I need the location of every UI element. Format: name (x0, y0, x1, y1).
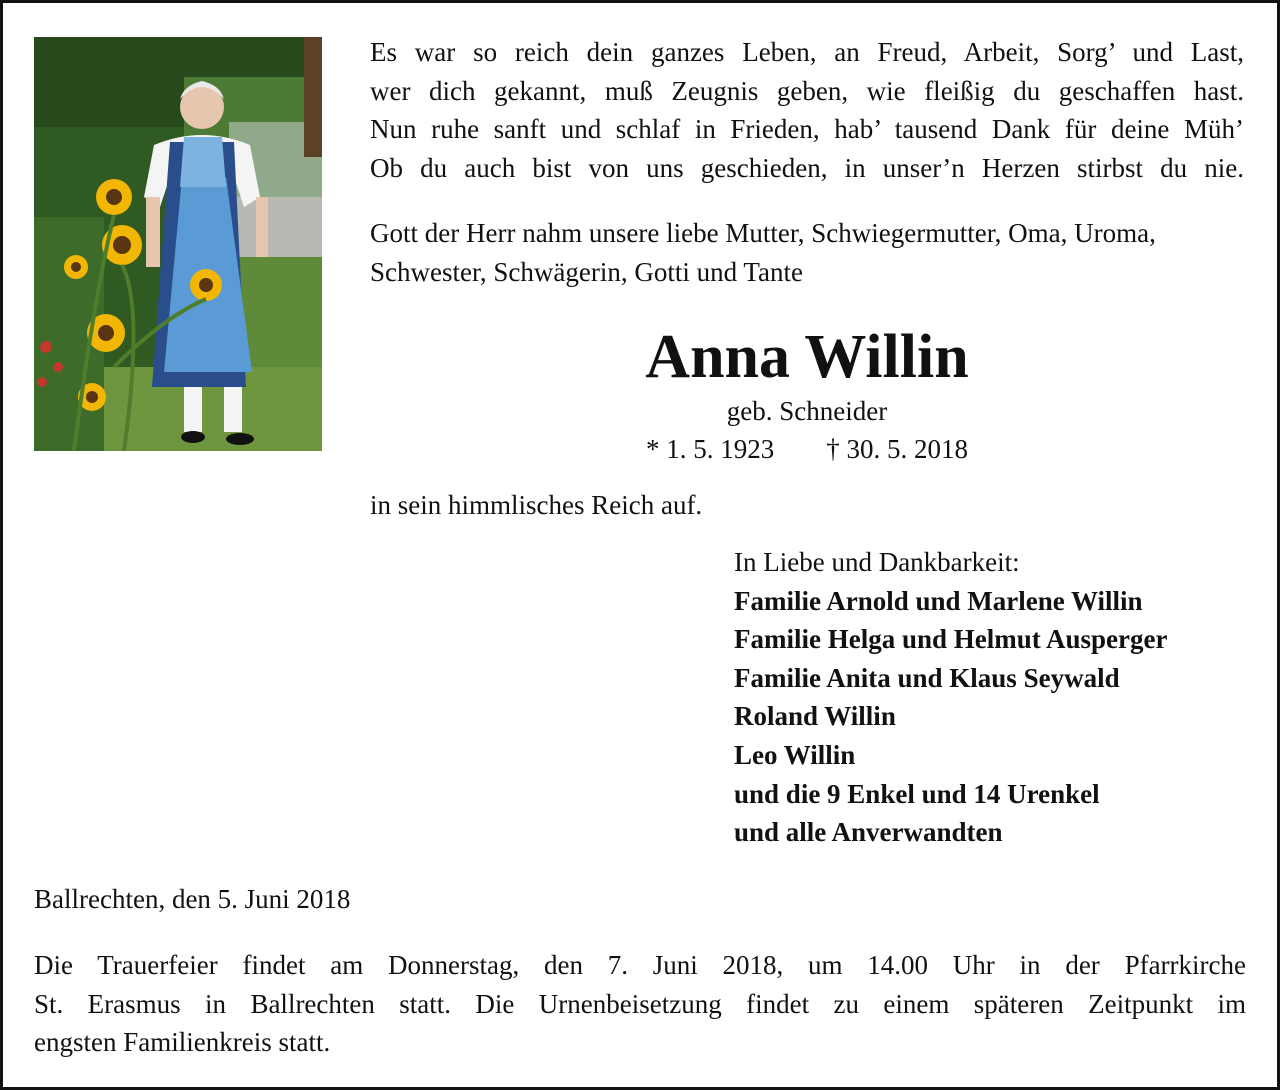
birth-date: * 1. 5. 1923 (646, 434, 775, 464)
funeral-service-info (34, 946, 1246, 1062)
service-line: engsten Familienkreis statt. (34, 1027, 331, 1057)
poem-line: Ob du auch bist von uns geschieden, in unser’n Herzen stirbst du nie. (370, 152, 1244, 183)
poem-line: Es war so reich dein ganzes Leben, an Freud, Arbeit, Sorg’ und Last, (370, 37, 1244, 67)
mourner-name: und die 9 Enkel und 14 Urenkel (734, 778, 1100, 809)
mourner-name: Familie Arnold und Marlene Willin (734, 585, 1143, 616)
life-dates (370, 430, 1244, 468)
service-line: St. Erasmus in Ballrechten statt. Die Urnenbeisetzung findet zu einem späteren Zeitpunkt im (34, 988, 1246, 1019)
mourners-lead: In Liebe und Dankbarkeit: (734, 547, 1020, 577)
announcement-outro: in sein himmlisches Reich auf. (370, 490, 703, 520)
poem-line: wer dich gekannt, muß Zeugnis geben, wie fleißig du geschaffen hast. (370, 75, 1244, 106)
poem-line: Nun ruhe sanft und schlaf in Frieden, hab’ tausend Dank für deine Müh’ (370, 114, 1244, 144)
place-and-date: Ballrechten, den 5. Juni 2018 (34, 884, 351, 914)
mourner-name: Familie Helga und Helmut Ausperger (734, 624, 1168, 655)
birth-name: geb. Schneider (726, 396, 888, 426)
mourner-name: Familie Anita und Klaus Seywald (734, 662, 1120, 693)
death-date: † 30. 5. 2018 (826, 434, 968, 464)
portrait-photo (34, 37, 322, 451)
announcement-intro (370, 214, 1244, 291)
mourner-name: Roland Willin (734, 701, 896, 732)
intro-line: Gott der Herr nahm unsere liebe Mutter, Schwiegermutter, Oma, Uroma, (370, 218, 1156, 248)
service-line: Die Trauerfeier findet am Donnerstag, den 7. Juni 2018, um 14.00 Uhr in der Pfarrkirche (34, 950, 1246, 980)
poem (370, 33, 1244, 187)
mourner-name: Leo Willin (734, 739, 856, 770)
mourner-name: und alle Anverwandten (734, 817, 1003, 848)
mourners-list (734, 543, 1167, 852)
intro-line: Schwester, Schwägerin, Gotti und Tante (370, 256, 803, 287)
deceased-name: Anna Willin (645, 323, 969, 391)
